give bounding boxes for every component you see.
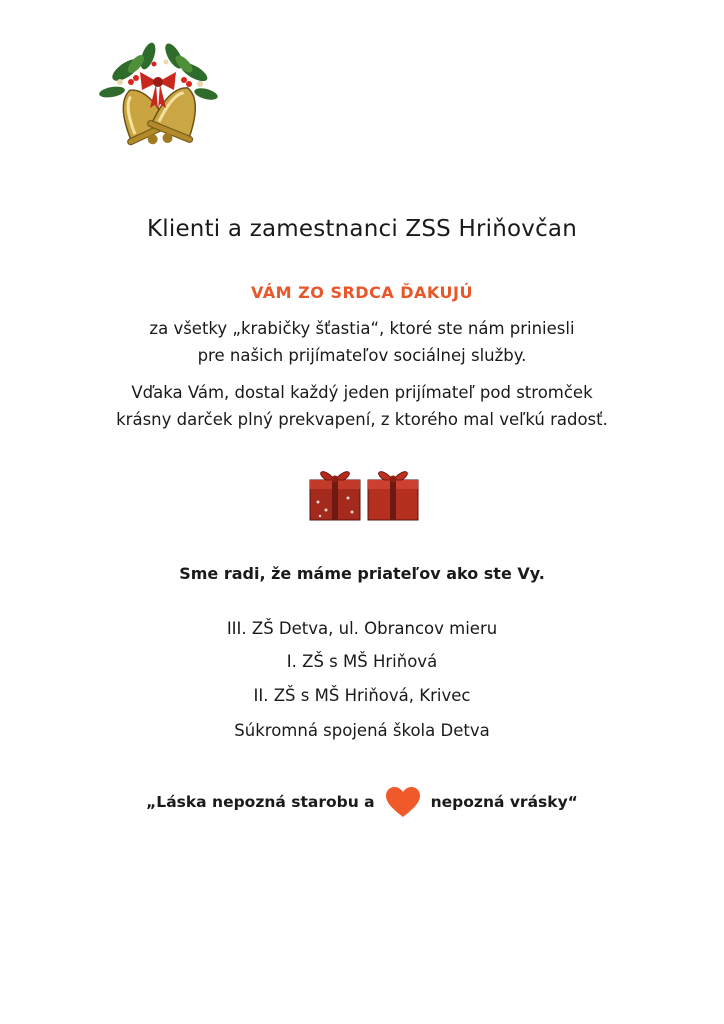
message-line: pre našich prijímateľov sociálnej služby.	[197, 346, 527, 365]
heart-icon	[385, 786, 421, 818]
quote-part-1: „Láska nepozná starobu a	[146, 793, 375, 811]
school-name: I. ZŠ s MŠ Hriňová	[286, 652, 438, 671]
message-line: za všetky „krabičky šťastia“, ktoré ste nám priniesli	[149, 319, 575, 338]
message-line: krásny darček plný prekvapení, z ktorého mal veľkú radosť.	[116, 410, 608, 429]
school-name: II. ZŠ s MŠ Hriňová, Krivec	[253, 686, 471, 705]
message-line: Vďaka Vám, dostal každý jeden prijímateľ pod stromček	[131, 383, 593, 402]
school-name: III. ZŠ Detva, ul. Obrancov mieru	[226, 619, 498, 638]
school-name: Súkromná spojená škola Detva	[234, 721, 490, 740]
christmas-bells-icon	[96, 42, 220, 168]
gift-box-icon	[368, 472, 418, 520]
friends-heading: Sme radi, že máme priateľov ako ste Vy.	[179, 564, 545, 583]
gift-boxes	[306, 462, 422, 522]
thanks-heading: VÁM ZO SRDCA ĎAKUJÚ	[251, 283, 473, 302]
closing-quote	[0, 786, 724, 818]
quote-part-2: nepozná vrásky“	[430, 793, 578, 811]
gift-box-icon	[310, 472, 360, 520]
page-title: Klienti a zamestnanci ZSS Hriňovčan	[146, 216, 578, 242]
